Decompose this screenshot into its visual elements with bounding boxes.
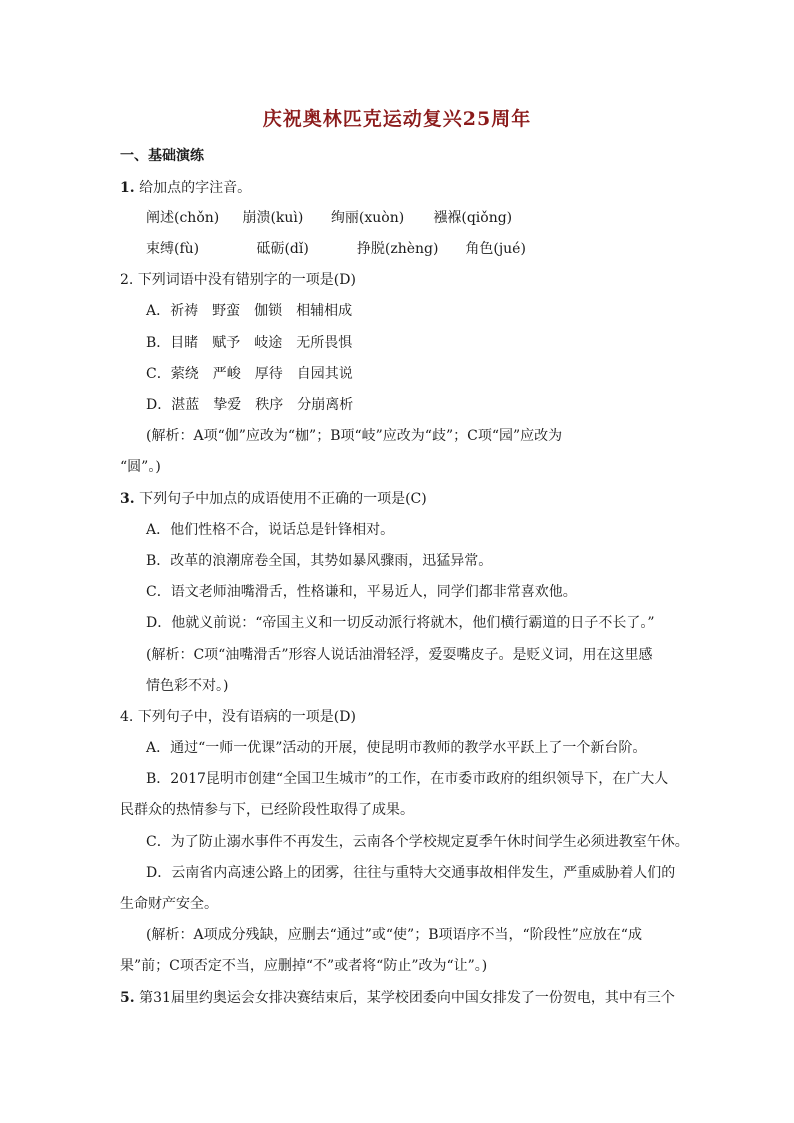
option-b: B．目睹 赋予 岐途 无所畏惧 (146, 335, 353, 351)
option-c: C．语文老师油嘴滑舌，性格谦和，平易近人，同学们都非常喜欢他。 (146, 584, 577, 600)
option-a: A．通过“一师一优课”活动的开展，使昆明市教师的教学水平跃上了一个新台阶。 (146, 740, 647, 756)
page-title: 庆祝奥林匹克运动复兴25周年 (262, 108, 532, 130)
question-1 (120, 178, 251, 198)
option-b-continued: 民群众的热情参与下，已经阶段性取得了成果。 (120, 802, 414, 818)
question-3 (120, 489, 427, 509)
question-text: 下列词语中没有错别字的一项是(D) (137, 272, 356, 288)
section-heading: 一、基础演练 (120, 148, 204, 164)
analysis-line: (解析：C项“油嘴滑舌”形容人说话油滑轻浮，爱耍嘴皮子。是贬义词，用在这里感 (146, 647, 653, 663)
option-d: D．湛蓝 挚爱 秩序 分崩离析 (146, 397, 354, 413)
analysis-line: 情色彩不对。) (146, 678, 229, 694)
question-number: 3. (120, 491, 135, 507)
pinyin-item: 角色(jué) (465, 241, 526, 257)
question-number: 2. (120, 272, 134, 288)
option-d: D．他就义前说：“帝国主义和一切反动派行将就木，他们横行霸道的日子不长了。” (146, 615, 655, 631)
question-4 (120, 707, 356, 727)
option-c: C．为了防止溺水事件不再发生，云南各个学校规定夏季午休时间学生必须进教室午休。 (146, 834, 689, 850)
option-a: A．他们性格不合，说话总是针锋相对。 (146, 522, 395, 538)
question-number: 1. (120, 180, 135, 196)
pinyin-item: 束缚(fù) (146, 241, 200, 257)
question-number: 5. (120, 990, 135, 1006)
question-text: 给加点的字注音。 (139, 180, 252, 196)
question-5 (120, 988, 675, 1008)
question-text: 下列句子中，没有语病的一项是(D) (137, 709, 356, 725)
analysis-line: 果”前；C项否定不当，应删掉“不”或者将“防止”改为“让”。) (120, 958, 488, 974)
question-text: 第31届里约奥运会女排决赛结束后，某学校团委向中国女排发了一份贺电，其中有三个 (139, 990, 675, 1006)
pinyin-item: 挣脱(zhèng) (356, 241, 439, 257)
option-d-continued: 生命财产安全。 (120, 896, 218, 912)
option-c: C．萦绕 严峻 厚待 自园其说 (146, 366, 353, 382)
pinyin-item: 崩溃(kuì) (242, 210, 304, 226)
pinyin-item: 砥砺(dǐ) (256, 241, 309, 257)
analysis-line: (解析：A项“伽”应改为“枷”；B项“岐”应改为“歧”；C项“园”应改为 (146, 428, 563, 444)
pinyin-row-1 (146, 208, 512, 228)
analysis-line: “圆”。) (120, 459, 161, 475)
pinyin-item: 阐述(chǒn) (146, 210, 220, 226)
question-number: 4. (120, 709, 134, 725)
pinyin-row-2 (146, 239, 526, 259)
question-text: 下列句子中加点的成语使用不正确的一项是(C) (139, 491, 427, 507)
pinyin-item: 襁褓(qiǒng) (433, 210, 513, 226)
option-b: B．改革的浪潮席卷全国，其势如暴风骤雨，迅猛异常。 (146, 553, 493, 569)
option-d: D．云南省内高速公路上的团雾，往往与重特大交通事故相伴发生，严重威胁着人们的 (146, 865, 676, 881)
option-a: A．祈祷 野蛮 伽锁 相辅相成 (146, 303, 353, 319)
option-b: B．2017昆明市创建“全国卫生城市”的工作，在市委市政府的组织领导下，在广大人 (146, 771, 669, 787)
pinyin-item: 绚丽(xuòn) (330, 210, 405, 226)
question-2 (120, 270, 356, 290)
analysis-line: (解析：A项成分残缺，应删去“通过”或“使”；B项语序不当，“阶段性”应放在“成 (146, 927, 642, 943)
